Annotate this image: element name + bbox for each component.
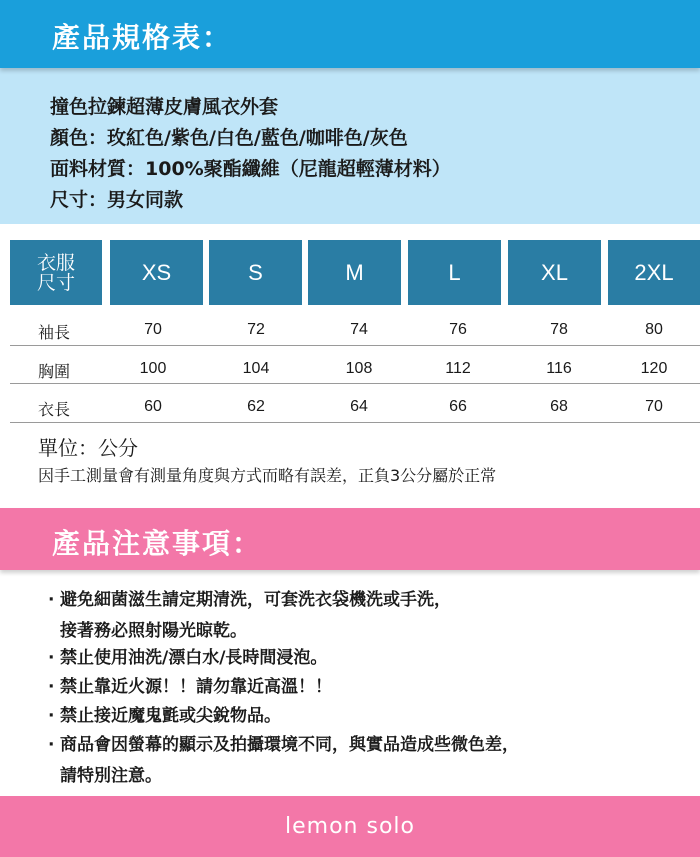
brand-logo: lemon solo: [285, 814, 415, 839]
unit-label: 單位：公分: [38, 436, 138, 460]
corner-label-size: 尺寸: [36, 271, 75, 294]
table-cell: 116: [546, 360, 572, 377]
product-name: 撞色拉鍊超薄皮膚風衣外套: [50, 96, 279, 118]
footer-banner: [0, 796, 700, 857]
care-header-banner: [0, 508, 700, 570]
spec-info-panel: [0, 68, 700, 224]
measurement-note: 因手工測量會有測量角度與方式而略有誤差，正負3公分屬於正常: [38, 466, 497, 485]
table-cell: 70: [144, 321, 162, 338]
row-label-length: 衣長: [38, 400, 71, 419]
table-cell: 104: [242, 360, 270, 377]
row-divider: [10, 383, 700, 384]
table-cell: 72: [247, 321, 265, 338]
row-divider: [10, 345, 700, 346]
table-cell: 66: [449, 398, 467, 415]
table-cell: 62: [247, 398, 265, 415]
care-title: 產品注意事項：: [52, 527, 263, 560]
size-header-l: L: [408, 240, 501, 305]
bullet-dot: ·: [48, 677, 55, 697]
care-item-no-velcro: [48, 701, 281, 726]
table-cell: 64: [350, 398, 368, 415]
size-header-xs: XS: [110, 240, 203, 305]
table-cell: 120: [640, 360, 668, 377]
care-item-text: 禁止接近魔鬼氈或尖銳物品。: [60, 706, 281, 726]
size-header-2xl: 2XL: [608, 240, 700, 305]
bullet-dot: ·: [48, 648, 55, 668]
table-cell: 60: [144, 398, 162, 415]
row-label-chest: 胸圍: [38, 362, 71, 381]
product-colors: 顏色：玫紅色/紫色/白色/藍色/咖啡色/灰色: [50, 127, 408, 149]
row-divider: [10, 422, 700, 423]
table-cell: 100: [139, 360, 167, 377]
table-cell: 70: [645, 398, 663, 415]
size-header-s: S: [209, 240, 302, 305]
size-header-m: M: [308, 240, 401, 305]
table-cell: 80: [645, 321, 663, 338]
table-cell: 108: [345, 360, 373, 377]
spec-title: 產品規格表：: [52, 21, 233, 54]
product-size: 尺寸：男女同款: [50, 189, 184, 211]
table-cell: 76: [449, 321, 467, 338]
corner-label-clothing: 衣服: [36, 251, 75, 274]
table-corner-header: [10, 240, 102, 305]
table-cell: 112: [445, 360, 471, 377]
care-item-text: 禁止使用油洗/漂白水/長時間浸泡。: [60, 648, 328, 668]
care-item-no-fire: [48, 672, 332, 697]
table-cell: 78: [550, 321, 568, 338]
bullet-dot: ·: [48, 706, 55, 726]
care-item-washing: [48, 585, 451, 641]
bullet-dot: ·: [48, 590, 55, 610]
care-item-text-continued: 請特別注意。: [60, 766, 162, 786]
table-cell: 74: [350, 321, 368, 338]
care-item-color-diff: [48, 730, 519, 786]
care-item-text: 避免細菌滋生請定期清洗，可套洗衣袋機洗或手洗，: [60, 590, 451, 610]
care-item-text: 禁止靠近火源！！請勿靠近高溫！！: [60, 677, 332, 697]
size-header-xl: XL: [508, 240, 601, 305]
care-item-no-bleach: [48, 643, 327, 668]
row-label-sleeve: 袖長: [38, 323, 71, 342]
care-item-text-continued: 接著務必照射陽光晾乾。: [60, 621, 247, 641]
bullet-dot: ·: [48, 735, 55, 755]
table-cell: 68: [550, 398, 568, 415]
product-material: 面料材質：100%聚酯纖維（尼龍超輕薄材料）: [50, 158, 451, 180]
spec-header-banner: [0, 0, 700, 68]
care-item-text: 商品會因螢幕的顯示及拍攝環境不同，與實品造成些微色差，: [60, 735, 519, 755]
